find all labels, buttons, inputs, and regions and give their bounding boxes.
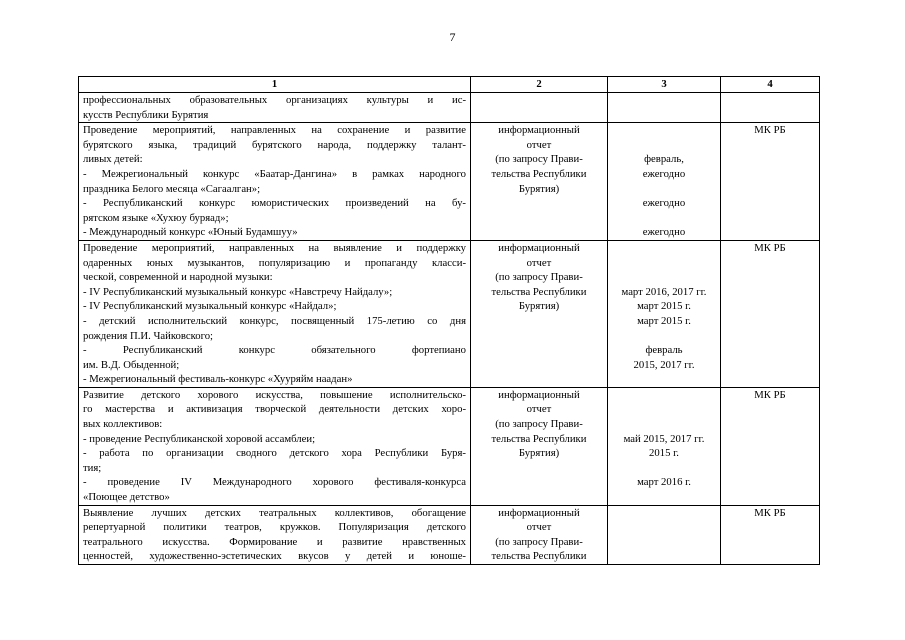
table-cell-col3 xyxy=(608,387,721,505)
cell-text-line: Бурятия) xyxy=(518,447,560,460)
cell-text-line: тельства Республики xyxy=(491,550,587,563)
table-cell-col2 xyxy=(471,387,608,505)
table-cell-col4 xyxy=(721,240,820,387)
cell-text-line: профессиональных образовательных организациях культуры и ис- xyxy=(83,94,466,106)
cell-text-line: го мастерства и активизация творческой деятельности детских хоро- xyxy=(83,403,466,416)
cell-text-line: бурятского языка, традиций бурятского народа, поддержку талант- xyxy=(83,138,466,151)
cell-text-line: Бурятия) xyxy=(518,182,560,195)
table-row xyxy=(79,93,820,123)
cell-text-line: (по запросу Прави- xyxy=(495,418,583,431)
column-header-3: 3 xyxy=(608,77,721,93)
table-cell-col3 xyxy=(608,93,721,123)
cell-text-line: - IV Республиканский музыкальный конкурс «Навстречу Найдалу»; xyxy=(83,285,393,298)
table-cell-col1 xyxy=(79,123,471,241)
table-row xyxy=(79,240,820,387)
cell-text-line: тельства Республики xyxy=(491,167,587,180)
cell-text-line: февраль xyxy=(645,344,683,357)
cell-text-line: одаренных юных музыкантов, популяризацию и пропаганду класси- xyxy=(83,256,466,269)
cell-text-line xyxy=(612,270,716,285)
cell-text-line: - проведение Республиканской хоровой ассамблеи; xyxy=(83,432,316,445)
cell-text-line xyxy=(612,138,716,153)
cell-text-line: март 2015 г. xyxy=(637,300,691,313)
cell-text-line: (по запросу Прави- xyxy=(495,535,583,548)
cell-text-line: (по запросу Прави- xyxy=(495,153,583,166)
cell-text-line: - Республиканский конкурс юмористических произведений на бу- xyxy=(83,197,466,210)
table-cell-col4 xyxy=(721,387,820,505)
table-cell-col4 xyxy=(721,123,820,241)
cell-text-line: - Межрегиональный конкурс «Баатар-Дангина» в рамках народного xyxy=(83,167,466,180)
cell-text-line: - проведение IV Международного хорового фестиваля-конкурса xyxy=(83,476,466,489)
cell-text-line: репертуарной политики театров, кружков. Популяризация детского xyxy=(83,521,466,534)
cell-text-line xyxy=(612,388,716,403)
table-cell-col1 xyxy=(79,93,471,123)
table-cell-col1 xyxy=(79,505,471,564)
table-cell-col4 xyxy=(721,505,820,564)
column-header-2: 2 xyxy=(471,77,608,93)
cell-text-line: Проведение мероприятий, направленных на выявление и поддержку xyxy=(83,241,466,254)
cell-text-line: март 2016, 2017 гг. xyxy=(621,285,707,298)
cell-text-line: - Международный конкурс «Юный Будамшуу» xyxy=(83,226,298,239)
cell-text-line: рятском языке «Хухюу буряад»; xyxy=(83,211,229,224)
cell-text-line: ежегодно xyxy=(642,167,686,180)
cell-text-line: кусств Республики Бурятия xyxy=(83,108,209,121)
cell-text-line: - Республиканский конкурс обязательного фортепиано xyxy=(83,344,466,357)
cell-text-line: (по запросу Прави- xyxy=(495,271,583,284)
table-row xyxy=(79,387,820,505)
table-cell-col3 xyxy=(608,505,721,564)
table-cell-col2 xyxy=(471,505,608,564)
cell-text-line: тия; xyxy=(83,461,102,474)
cell-text-line: - детский исполнительский конкурс, посвященный 175-летию со дня xyxy=(83,314,466,327)
table-cell-col3 xyxy=(608,240,721,387)
cell-text-line: ежегодно xyxy=(642,197,686,210)
cell-text-line: информационный xyxy=(498,388,580,401)
cell-text-line xyxy=(612,241,716,256)
table-cell-col2 xyxy=(471,123,608,241)
cell-text-line: вых коллективов: xyxy=(83,418,163,431)
cell-text-line: МК РБ xyxy=(754,241,786,254)
cell-text-line: информационный xyxy=(498,241,580,254)
cell-text-line: февраль, xyxy=(644,153,684,166)
cell-text-line: МК РБ xyxy=(754,506,786,519)
cell-text-line: ценностей, художественно-эстетических вкусов у детей и юноше- xyxy=(83,550,466,563)
table-cell-col1 xyxy=(79,387,471,505)
cell-text-line: информационный xyxy=(498,124,580,137)
cell-text-line: им. В.Д. Обыденной; xyxy=(83,358,180,371)
cell-text-line: тельства Республики xyxy=(491,285,587,298)
cell-text-line xyxy=(612,402,716,417)
table-row xyxy=(79,505,820,564)
cell-text-line: МК РБ xyxy=(754,124,786,137)
column-header-4: 4 xyxy=(721,77,820,93)
cell-text-line: - Межрегиональный фестиваль-конкурс «Хууряйм наадан» xyxy=(83,373,353,386)
cell-text-line xyxy=(612,329,716,344)
column-header-1: 1 xyxy=(79,77,471,93)
cell-text-line: 2015, 2017 гг. xyxy=(633,358,695,371)
table-cell-col3 xyxy=(608,123,721,241)
cell-text-line: информационный xyxy=(498,506,580,519)
cell-text-line: отчет xyxy=(526,256,552,269)
cell-text-line: тельства Республики xyxy=(491,432,587,445)
cell-text-line: ческой, современной и народной музыки: xyxy=(83,271,273,284)
cell-text-line: - работа по организации сводного детского хора Республики Буря- xyxy=(83,447,466,460)
cell-text-line: март 2015 г. xyxy=(637,314,691,327)
table-row xyxy=(79,123,820,241)
cell-text-line: праздника Белого месяца «Сагаалган»; xyxy=(83,182,261,195)
table-cell-col2 xyxy=(471,93,608,123)
cell-text-line: театрального искусства. Формирование и развитие нравственных xyxy=(83,535,466,548)
cell-text-line: Бурятия) xyxy=(518,300,560,313)
cell-text-line: «Поющее детство» xyxy=(83,491,170,504)
table-cell-col4 xyxy=(721,93,820,123)
cell-text-line: - IV Республиканский музыкальный конкурс «Найдал»; xyxy=(83,300,337,313)
page-number: 7 xyxy=(449,30,456,44)
cell-text-line: отчет xyxy=(526,403,552,416)
cell-text-line: март 2016 г. xyxy=(637,476,691,489)
cell-text-line: май 2015, 2017 гг. xyxy=(623,432,705,445)
cell-text-line: отчет xyxy=(526,521,552,534)
plan-table xyxy=(78,76,820,565)
cell-text-line xyxy=(612,123,716,138)
cell-text-line: Развитие детского хорового искусства, повышение исполнительско- xyxy=(83,388,466,401)
cell-text-line xyxy=(612,461,716,476)
cell-text-line: Проведение мероприятий, направленных на сохранение и развитие xyxy=(83,124,466,137)
cell-text-line: 2015 г. xyxy=(649,447,679,460)
cell-text-line xyxy=(612,256,716,271)
table-header-row xyxy=(79,77,820,93)
table-cell-col2 xyxy=(471,240,608,387)
cell-text-line xyxy=(612,417,716,432)
cell-text-line: МК РБ xyxy=(754,388,786,401)
cell-text-line: рождения П.И. Чайковского; xyxy=(83,329,214,342)
cell-text-line: отчет xyxy=(526,138,552,151)
cell-text-line xyxy=(612,182,716,197)
cell-text-line xyxy=(612,211,716,226)
cell-text-line: ливых детей: xyxy=(83,153,143,166)
table-cell-col1 xyxy=(79,240,471,387)
cell-text-line: ежегодно xyxy=(642,226,686,239)
cell-text-line: Выявление лучших детских театральных коллективов, обогащение xyxy=(83,506,466,519)
